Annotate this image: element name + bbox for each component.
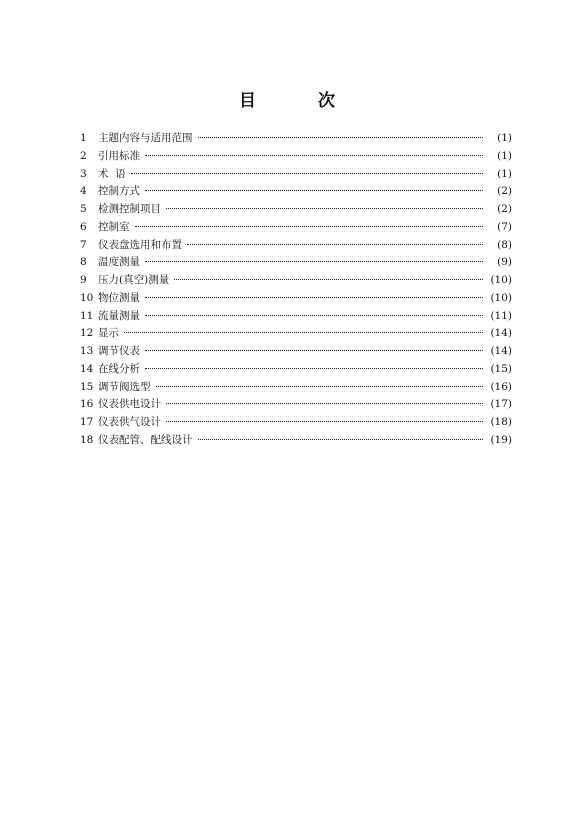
toc-entry-page: (10) (490, 274, 512, 286)
dot-leader (145, 260, 483, 262)
dot-leader (198, 438, 484, 440)
toc-entry-page: (11) (490, 309, 512, 322)
dot-leader (198, 136, 484, 138)
toc-entry-label: 调节仪表 (98, 345, 140, 357)
toc-entry-label: 控制室 (98, 220, 130, 233)
toc-entry-page: (18) (490, 416, 512, 428)
dot-leader (145, 367, 483, 369)
toc-entry-page: (7) (497, 220, 512, 233)
toc-entry[interactable] (80, 254, 512, 272)
dot-leader (145, 349, 483, 351)
toc-entry-number: 11 (80, 309, 94, 322)
toc-entry[interactable] (80, 272, 512, 290)
toc-entry-page: (10) (490, 291, 512, 304)
toc-entry[interactable] (80, 201, 512, 219)
toc-entry[interactable] (80, 343, 512, 361)
toc-entry-page: (15) (490, 362, 512, 375)
toc-entry-page: (14) (490, 345, 512, 357)
toc-entry-page: (1) (497, 149, 512, 162)
toc-entry-label: 流量测量 (98, 309, 140, 322)
toc-entry[interactable] (80, 325, 512, 343)
dot-leader (174, 278, 483, 280)
toc-entry-number: 7 (80, 238, 87, 251)
toc-entry-label: 检测控制项目 (98, 203, 161, 215)
dot-leader (135, 225, 484, 227)
toc-entry[interactable] (80, 396, 512, 414)
toc-entry-page: (16) (490, 380, 512, 393)
dot-leader (124, 331, 483, 333)
toc-entry[interactable] (80, 361, 512, 379)
dot-leader (166, 207, 483, 209)
toc-entry-page: (14) (490, 327, 512, 340)
toc-entry-label: 物位测量 (98, 291, 140, 304)
toc-entry-number: 4 (80, 185, 87, 198)
dot-leader (156, 385, 484, 387)
toc-entry-page: (9) (497, 256, 512, 269)
toc-entry[interactable] (80, 166, 512, 184)
page-title: 目 次 (239, 91, 363, 111)
toc-entry-label: 仪表盘选用和布置 (98, 238, 182, 251)
toc-entry-label: 控制方式 (98, 185, 140, 198)
toc-entry-label: 调节阀选型 (98, 380, 151, 393)
toc-entry-page: (1) (497, 167, 512, 180)
toc-entry-label: 仪表配管、配线设计 (98, 433, 193, 446)
dot-leader (145, 189, 483, 191)
toc-entry-number: 17 (80, 416, 94, 428)
dot-leader (131, 172, 483, 174)
toc-entry-label: 仪表供气设计 (98, 416, 161, 428)
toc-entry-label: 主题内容与适用范围 (98, 132, 193, 144)
toc-entry[interactable] (80, 414, 512, 432)
toc-entry-label: 术 语 (98, 167, 126, 180)
toc-entry-page: (1) (497, 132, 512, 144)
toc-entry-label: 显示 (98, 327, 119, 340)
dot-leader (187, 243, 483, 245)
toc-entry-number: 13 (80, 345, 94, 357)
toc-entry-page: (2) (497, 185, 512, 198)
toc-entry-page: (2) (497, 203, 512, 215)
dot-leader (145, 314, 483, 316)
dot-leader (166, 420, 483, 422)
table-of-contents (80, 130, 512, 450)
toc-entry-label: 在线分析 (98, 362, 140, 375)
toc-entry-label: 仪表供电设计 (98, 398, 161, 411)
toc-entry-number: 6 (80, 220, 87, 233)
toc-entry-number: 15 (80, 380, 94, 393)
toc-entry[interactable] (80, 237, 512, 255)
toc-entry[interactable] (80, 219, 512, 237)
toc-entry-number: 3 (80, 167, 87, 180)
toc-entry-label: 温度测量 (98, 256, 140, 269)
toc-entry[interactable] (80, 308, 512, 326)
toc-entry[interactable] (80, 183, 512, 201)
toc-entry-page: (17) (490, 398, 512, 411)
toc-entry-label: 压力(真空)测量 (98, 274, 170, 286)
toc-entry-number: 18 (80, 433, 94, 446)
toc-entry-number: 2 (80, 149, 87, 162)
dot-leader (145, 154, 483, 156)
toc-entry-label: 引用标准 (98, 149, 140, 162)
toc-entry[interactable] (80, 130, 512, 148)
toc-entry-number: 1 (80, 132, 87, 144)
dot-leader (166, 402, 483, 404)
toc-entry-number: 10 (80, 291, 94, 304)
toc-entry[interactable] (80, 432, 512, 450)
toc-entry[interactable] (80, 290, 512, 308)
toc-entry[interactable] (80, 148, 512, 166)
toc-entry-number: 5 (80, 203, 87, 215)
toc-entry-page: (19) (490, 433, 512, 446)
dot-leader (145, 296, 483, 298)
toc-entry-number: 12 (80, 327, 94, 340)
toc-entry-number: 14 (80, 362, 94, 375)
toc-entry-page: (8) (497, 238, 512, 251)
toc-entry-number: 16 (80, 398, 94, 411)
toc-entry-number: 8 (80, 256, 87, 269)
toc-entry-number: 9 (80, 274, 87, 286)
toc-entry[interactable] (80, 379, 512, 397)
